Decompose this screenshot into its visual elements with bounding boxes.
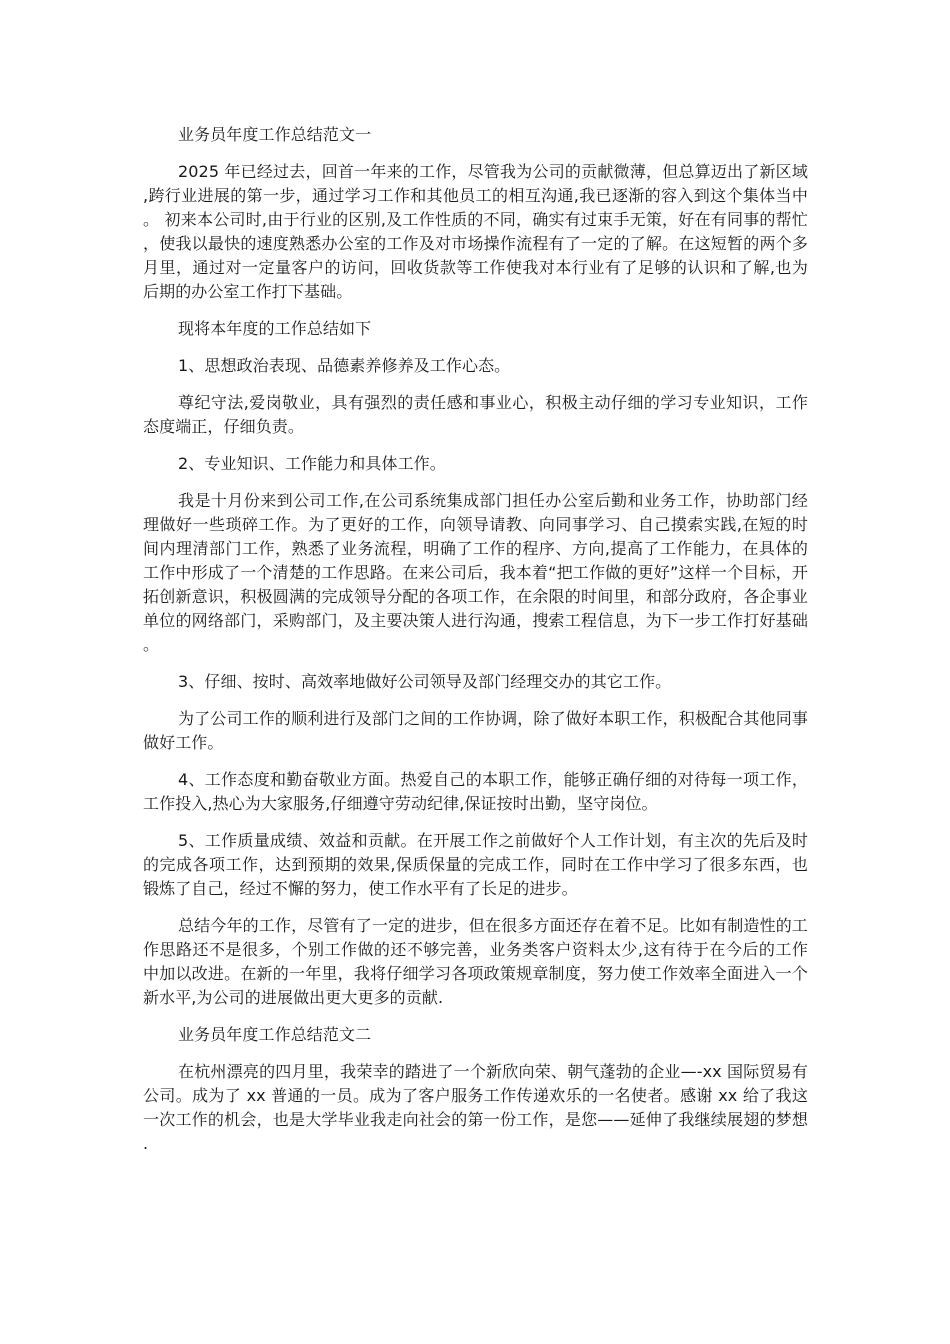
paragraph-item-4: 4、工作态度和勤奋敬业方面。热爱自己的本职工作，能够正确仔细的对待每一项工作，工作投入,热心为大家服务,仔细遵守劳动纪律,保证按时出勤，坚守岗位。 — [143, 770, 808, 813]
item-heading-2: 2、专业知识、工作能力和具体工作。 — [178, 454, 446, 473]
section-title-1: 业务员年度工作总结范文一 — [178, 125, 372, 144]
paragraph-item-1: 尊纪守法,爱岗敬业，具有强烈的责任感和事业心，积极主动仔细的学习专业知识，工作态度端正，仔细负责。 — [143, 393, 808, 436]
paragraph-summary-lead: 现将本年度的工作总结如下 — [178, 319, 372, 338]
document-body — [143, 123, 808, 1169]
item-heading-3: 3、仔细、按时、高效率地做好公司领导及部门经理交办的其它工作。 — [178, 672, 672, 691]
item-heading-1: 1、思想政治表现、品德素养修养及工作心态。 — [178, 356, 511, 375]
paragraph-intro: 2025 年已经过去，回首一年来的工作，尽管我为公司的贡献微薄，但总算迈出了新区域,跨行业进展的第一步，通过学习工作和其他员工的相互沟通,我已逐渐的容入到这个集体当中。 初来本公司时,由于行业的区别,及工作性质的不同，确实有过束手无策，好在有同事的帮忙，使我以最快的速度熟悉办公室的工作及对市场操作流程有了一定的了解。在这短暂的两个多月里，通过对一定量客户的访问，回收货款等工作使我对本行业有了足够的认识和了解,也为后期的办公室工作打下基础。 — [143, 162, 808, 301]
paragraph-conclusion: 总结今年的工作，尽管有了一定的进步，但在很多方面还存在着不足。比如有制造性的工作思路还不是很多，个别工作做的还不够完善，业务类客户资料太少,这有待于在今后的工作中加以改进。在新的一年里，我将仔细学习各项政策规章制度，努力使工作效率全面进入一个新水平,为公司的进展做出更大更多的贡献. — [143, 916, 808, 1007]
paragraph-section-2-intro: 在杭州漂亮的四月里，我荣幸的踏进了一个新欣向荣、朝气蓬勃的企业—-xx 国际贸易有公司。成为了 xx 普通的一员。成为了客户服务工作传递欢乐的一名使者。感谢 xx 给了我这一次工作的机会，也是大学毕业我走向社会的第一份工作，是您——延伸了我继续展翅的梦想. — [143, 1062, 808, 1153]
paragraph-item-2: 我是十月份来到公司工作,在公司系统集成部门担任办公室后勤和业务工作，协助部门经理做好一些琐碎工作。为了更好的工作，向领导请教、向同事学习、自己摸索实践,在短的时间内理清部门工作，熟悉了业务流程，明确了工作的程序、方向,提高了工作能力，在具体的工作中形成了一个清楚的工作思路。在来公司后，我本着“把工作做的更好”这样一个目标，开拓创新意识，积极圆满的完成领导分配的各项工作，在余限的时间里，和部分政府，各企事业单位的网络部门，采购部门，及主要决策人进行沟通，搜索工程信息，为下一步工作打好基础。 — [143, 491, 808, 654]
section-title-2: 业务员年度工作总结范文二 — [178, 1025, 372, 1044]
paragraph-item-3: 为了公司工作的顺利进行及部门之间的工作协调，除了做好本职工作，积极配合其他同事做好工作。 — [143, 709, 808, 752]
paragraph-item-5: 5、工作质量成绩、效益和贡献。在开展工作之前做好个人工作计划，有主次的先后及时的完成各项工作，达到预期的效果,保质保量的完成工作，同时在工作中学习了很多东西，也锻炼了自己，经过不懈的努力，使工作水平有了长足的进步。 — [143, 831, 808, 898]
